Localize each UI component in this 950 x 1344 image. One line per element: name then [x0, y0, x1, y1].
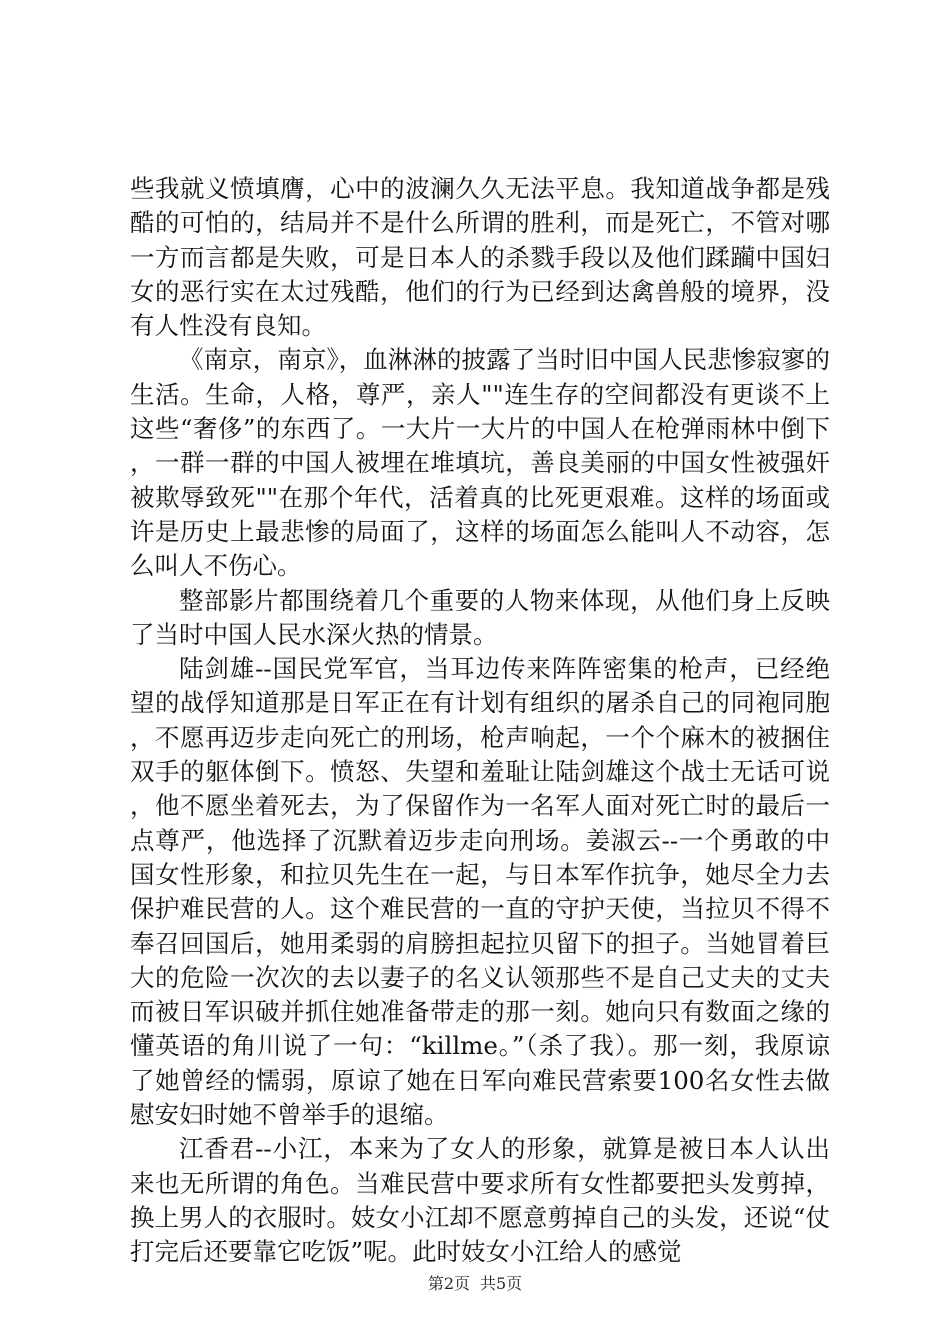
paragraph-2: 《南京，南京》，血淋淋的披露了当时旧中国人民悲惨寂寥的生活。生命，人格，尊严，亲人""连生存的空间都没有更谈不上这些“奢侈”的东西了。一大片一大片的中国人在枪弹雨林中倒下，一群一群的中国人被埋在堆填坑，善良美丽的中国女性被强奸被欺辱致死""在那个年代，活着真的比死更艰难。这样的场面或许是历史上最悲惨的局面了，这样的场面怎么能叫人不动容，怎么叫人不伤心。 — [130, 345, 830, 581]
paragraph-3: 整部影片都围绕着几个重要的人物来体现，从他们身上反映了当时中国人民水深火热的情景。 — [130, 585, 830, 649]
document-body — [130, 172, 830, 1270]
page-footer — [0, 1274, 950, 1294]
paragraph-1: 些我就义愤填膺，心中的波澜久久无法平息。我知道战争都是残酷的可怕的，结局并不是什么所谓的胜利，而是死亡，不管对哪一方而言都是失败，可是日本人的杀戮手段以及他们蹂躏中国妇女的恶行实在太过残酷，他们的行为已经到达禽兽般的境界，没有人性没有良知。 — [130, 174, 830, 341]
paragraph-4: 陆剑雄--国民党军官，当耳边传来阵阵密集的枪声，已经绝望的战俘知道那是日军正在有计划有组织的屠杀自己的同袍同胞，不愿再迈步走向死亡的刑场，枪声响起，一个个麻木的被捆住双手的躯体倒下。愤怒、失望和羞耻让陆剑雄这个战士无话可说，他不愿坐着死去，为了保留作为一名军人面对死亡时的最后一点尊严，他选择了沉默着迈步走向刑场。姜淑云--一个勇敢的中国女性形象，和拉贝先生在一起，与日本军作抗争，她尽全力去保护难民营的人。这个难民营的一直的守护天使，当拉贝不得不奉召回国后，她用柔弱的肩膀担起拉贝留下的担子。当她冒着巨大的危险一次次的去以妻子的名义认领那些不是自己丈夫的丈夫而被日军识破并抓住她准备带走的那一刻。她向只有数面之缘的懂英语的角川说了一句：“killme。”（杀了我）。那一刻，我原谅了她曾经的懦弱，原谅了她在日军向难民营索要100名女性去做慰安妇时她不曾举手的退缩。 — [130, 654, 830, 1130]
page-number-current: 第2页 — [427, 1274, 470, 1293]
paragraph-5: 江香君--小江，本来为了女人的形象，就算是被日本人认出来也无所谓的角色。当难民营中要求所有女性都要把头发剪掉，换上男人的衣服时。妓女小江却不愿意剪掉自己的头发，还说“仗打完后还要靠它吃饭”呢。此时妓女小江给人的感觉 — [130, 1134, 830, 1267]
page-number-total: 共5页 — [480, 1274, 523, 1293]
